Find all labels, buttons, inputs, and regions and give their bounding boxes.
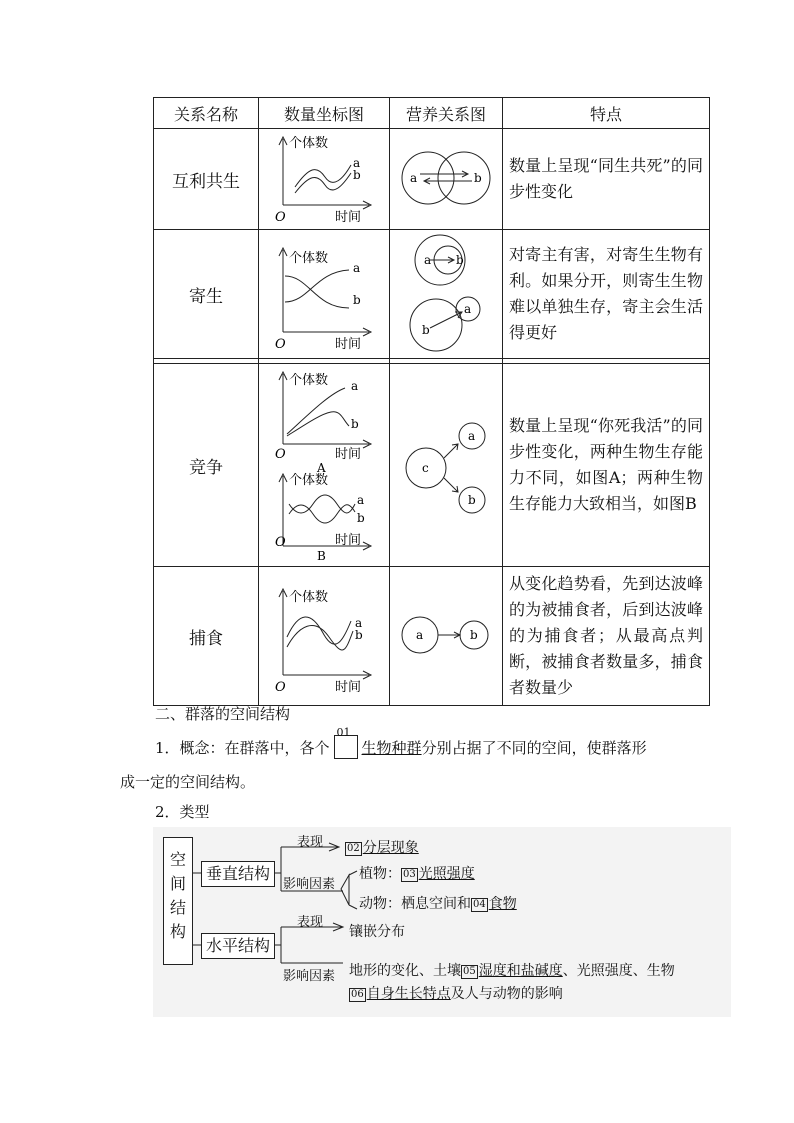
section-heading: 二、群落的空间结构 bbox=[155, 705, 291, 723]
svg-text:a: a bbox=[416, 628, 424, 642]
row-feature: 对寄主有害，对寄生生物有利。如果分开，则寄生生物难以单独生存，寄主会生活得更好 bbox=[503, 230, 710, 359]
competition-nutrition bbox=[390, 364, 503, 567]
row-name: 捕食 bbox=[154, 567, 259, 706]
h-factor-line1: 地形的变化、土壤 05 湿度和盐碱度、光照强度、生物 bbox=[349, 963, 675, 979]
svg-text:b: b bbox=[357, 511, 365, 525]
relationship-table bbox=[153, 97, 710, 706]
svg-text:O: O bbox=[275, 210, 286, 225]
h-show-text: 镶嵌分布 bbox=[349, 924, 405, 940]
svg-text:b: b bbox=[351, 417, 359, 431]
svg-text:个体数: 个体数 bbox=[289, 590, 329, 605]
svg-text:O: O bbox=[275, 337, 286, 352]
header-nutrition: 营养关系图 bbox=[390, 98, 503, 129]
mutualism-nutrition bbox=[390, 129, 503, 230]
svg-text:b: b bbox=[353, 293, 361, 307]
table-header-row bbox=[154, 98, 710, 129]
table-row bbox=[154, 230, 710, 359]
h-show-label: 表现 bbox=[297, 915, 324, 930]
concept-paragraph: 1．概念：在群落中，各个 01 生物种群分别占据了不同的空间，使群落形 bbox=[155, 726, 647, 757]
svg-text:时间: 时间 bbox=[335, 210, 362, 225]
svg-text:时间: 时间 bbox=[335, 447, 362, 462]
types-heading: 2．类型 bbox=[155, 803, 210, 821]
svg-text:a: a bbox=[353, 261, 361, 275]
v-show-label: 表现 bbox=[297, 835, 324, 850]
svg-text:b: b bbox=[353, 168, 361, 182]
svg-text:a: a bbox=[355, 616, 363, 630]
svg-text:a: a bbox=[351, 379, 359, 393]
concept-line2: 成一定的空间结构。 bbox=[120, 773, 256, 791]
svg-text:个体数: 个体数 bbox=[289, 136, 329, 151]
h-factor-label: 影响因素 bbox=[283, 969, 336, 984]
svg-text:时间: 时间 bbox=[335, 680, 362, 695]
structure-diagram bbox=[153, 827, 731, 1017]
svg-text:个体数: 个体数 bbox=[289, 473, 329, 488]
row-name: 寄生 bbox=[154, 230, 259, 359]
h-factor-line2: 06 自身生长特点及人与动物的影响 bbox=[351, 986, 563, 1002]
parasitism-graph bbox=[259, 230, 390, 359]
svg-text:个体数: 个体数 bbox=[289, 373, 329, 388]
svg-text:c: c bbox=[422, 461, 429, 475]
svg-text:b: b bbox=[456, 253, 464, 267]
row-feature: 从变化趋势看，先到达波峰的为被捕食者，后到达波峰的为捕食者；从最高点判断，被捕食者数量多，捕食者数量少 bbox=[503, 567, 710, 706]
row-name: 互利共生 bbox=[154, 129, 259, 230]
svg-text:a: a bbox=[357, 493, 365, 507]
svg-text:O: O bbox=[275, 447, 286, 462]
svg-text:b: b bbox=[422, 323, 430, 337]
svg-text:时间: 时间 bbox=[335, 337, 362, 352]
svg-text:b: b bbox=[474, 171, 482, 185]
blank-box-01: 01 bbox=[334, 735, 358, 759]
svg-text:A: A bbox=[317, 461, 326, 475]
competition-graph bbox=[259, 364, 390, 567]
header-graph: 数量坐标图 bbox=[259, 98, 390, 129]
v-show-text: 02 分层现象 bbox=[347, 840, 419, 856]
header-name: 关系名称 bbox=[154, 98, 259, 129]
mutualism-graph bbox=[259, 129, 390, 230]
predation-nutrition bbox=[390, 567, 503, 706]
svg-text:a: a bbox=[410, 171, 418, 185]
svg-text:a: a bbox=[464, 302, 472, 316]
svg-text:a: a bbox=[468, 429, 476, 443]
svg-text:b: b bbox=[470, 628, 478, 642]
parasitism-nutrition bbox=[390, 230, 503, 359]
svg-text:a: a bbox=[424, 253, 432, 267]
table-row bbox=[154, 364, 710, 567]
svg-text:O: O bbox=[275, 535, 286, 550]
svg-text:时间: 时间 bbox=[335, 533, 362, 548]
animal-text: 动物：栖息空间和 04 食物 bbox=[359, 896, 517, 912]
svg-text:O: O bbox=[275, 680, 286, 695]
svg-text:a: a bbox=[353, 156, 361, 170]
table-row bbox=[154, 567, 710, 706]
plant-text: 植物： 03 光照强度 bbox=[359, 866, 475, 882]
row-feature: 数量上呈现“同生共死”的同步性变化 bbox=[503, 129, 710, 230]
root-box: 空间结构 bbox=[163, 837, 193, 965]
predation-graph bbox=[259, 567, 390, 706]
svg-text:B: B bbox=[317, 549, 326, 562]
horizontal-box: 水平结构 bbox=[201, 933, 275, 959]
v-factor-label: 影响因素 bbox=[283, 877, 336, 892]
vertical-box: 垂直结构 bbox=[201, 861, 275, 887]
table-row bbox=[154, 129, 710, 230]
svg-text:b: b bbox=[355, 628, 363, 642]
svg-text:个体数: 个体数 bbox=[289, 251, 329, 266]
row-feature: 数量上呈现“你死我活”的同步性变化，两种生物生存能力不同，如图A；两种生物生存能力大致相当，如图B bbox=[503, 364, 710, 567]
header-feature: 特点 bbox=[503, 98, 710, 129]
row-name: 竞争 bbox=[154, 364, 259, 567]
svg-text:b: b bbox=[468, 493, 476, 507]
